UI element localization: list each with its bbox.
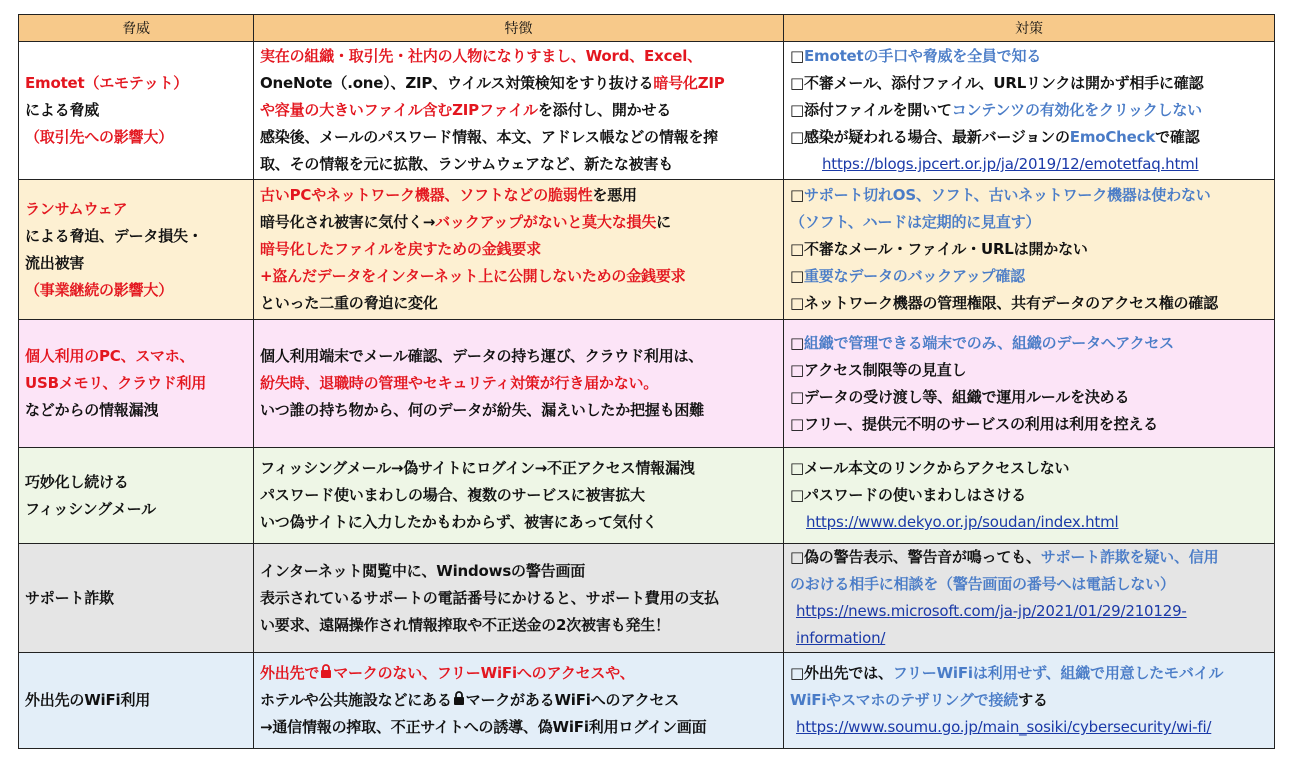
feature-line: パスワード使いまわしの場合、複数のサービスに被害拡大 <box>260 486 645 504</box>
header-measures: 対策 <box>784 15 1275 42</box>
checkbox-glyph: □ <box>790 186 804 204</box>
feature-highlight: バックアップがないと莫大な損失 <box>435 213 657 231</box>
lock-icon <box>453 687 465 714</box>
measure-item <box>790 330 1268 357</box>
threat-title: Emotet（エモテット） <box>25 74 189 92</box>
measure-highlight: サポート詐欺を疑い、信用 <box>1040 548 1219 566</box>
measure-highlight: サポート切れOS、ソフト、古いネットワーク機器は使わない <box>803 186 1211 204</box>
feature-highlight: 古いPCやネットワーク機器、ソフトなどの脆弱性 <box>260 186 593 204</box>
feature-line: 暗号化したファイルを戻すための金銭要求 <box>260 240 541 258</box>
feature-line <box>260 97 777 124</box>
header-row <box>19 15 1275 42</box>
measure-text: で確認 <box>1155 128 1200 146</box>
threat-title: 外出先のWiFi利用 <box>25 691 151 709</box>
measure-highlight: コンテンツの有効化をクリックしない <box>951 101 1202 119</box>
feature-line: 紛失時、退職時の管理やセキュリティ対策が行き届かない。 <box>260 374 659 392</box>
feature-line: →通信情報の搾取、不正サイトへの誘導、偽WiFi利用ログイン画面 <box>260 718 707 736</box>
measure-highlight: のおける相手に相談を <box>790 575 939 593</box>
measure-highlight: WiFiやスマホのテザリングで接続 <box>790 691 1019 709</box>
measure-item <box>790 544 1268 571</box>
measure-item <box>790 571 1268 598</box>
feature-line: といった二重の脅迫に変化 <box>260 294 438 312</box>
feature-line <box>260 687 777 714</box>
features-cell <box>254 544 784 653</box>
feature-text: 暗号化され被害に気付く→ <box>260 213 436 231</box>
threat-title: サポート詐欺 <box>25 588 114 607</box>
feature-line: 取、その情報を元に拡散、ランサムウェアなど、新たな被害も <box>260 155 674 173</box>
threat-text: 流出被害 <box>25 253 85 272</box>
measure-text: □偽の警告表示、警告音が鳴っても、 <box>790 548 1041 566</box>
measure-item: □不審なメール・ファイル・URLは開かない <box>790 240 1088 258</box>
soumu-link[interactable]: https://www.soumu.go.jp/main_sosiki/cybersecurity/wi-fi/ <box>796 718 1212 736</box>
checkbox-glyph: □ <box>790 47 804 65</box>
features-cell <box>254 448 784 544</box>
row-emotet <box>19 42 1275 180</box>
threat-title: 巧妙化し続ける <box>25 472 129 491</box>
measure-item <box>790 97 1268 124</box>
measure-item: □パスワードの使いまわしはさける <box>790 486 1026 504</box>
row-wifi <box>19 653 1275 749</box>
feature-line: いつ偽サイトに入力したかもわからず、被害にあって気付く <box>260 513 658 531</box>
feature-line: いつ誰の持ち物から、何のデータが紛失、漏えいしたか把握も困難 <box>260 401 705 419</box>
measure-highlight: 組織で管理できる端末でのみ、組織のデータへアクセス <box>803 333 1174 352</box>
measure-text: する <box>1018 691 1048 709</box>
row-personal-devices <box>19 320 1275 448</box>
feature-line: い要求、遠隔操作され情報搾取や不正送金の2次被害も発生！ <box>260 615 670 634</box>
threat-impact: （取引先への影響大） <box>25 128 174 146</box>
measure-item <box>790 263 1268 290</box>
feature-line: フィッシングメール→偽サイトにログイン→不正アクセス情報漏洩 <box>260 459 695 477</box>
feature-highlight: 暗号化ZIP <box>653 74 725 92</box>
security-threats-table <box>18 14 1275 749</box>
feature-line: インターネット閲覧中に、Windowsの警告画面 <box>260 561 586 580</box>
header-features: 特徴 <box>254 15 784 42</box>
measures-cell <box>784 42 1275 180</box>
feature-text: ホテルや公共施設などにある <box>260 691 452 709</box>
measure-highlight: Emotetの手口や脅威を全員で知る <box>803 47 1042 65</box>
features-cell <box>254 42 784 180</box>
threat-cell <box>19 448 254 544</box>
row-ransomware <box>19 180 1275 320</box>
link-line[interactable]: information/ <box>796 629 886 647</box>
feature-line <box>260 182 777 209</box>
measure-item <box>790 43 1268 70</box>
feature-line <box>260 70 777 97</box>
threat-title: フィッシングメール <box>25 499 156 518</box>
feature-text: マークがあるWiFiへのアクセス <box>465 691 680 709</box>
threat-cell <box>19 42 254 180</box>
measure-item: □データの受け渡し等、組織で運用ルールを決める <box>790 387 1130 406</box>
feature-text: に <box>656 213 671 231</box>
measure-item: □フリー、提供元不明のサービスの利用は利用を控える <box>790 414 1158 433</box>
measure-item <box>790 660 1268 687</box>
feature-highlight: マークのない、フリーWiFiへのアクセスや、 <box>333 664 635 682</box>
features-cell <box>254 320 784 448</box>
checkbox-glyph: □ <box>790 333 804 352</box>
measure-highlight: 重要なデータのバックアップ確認 <box>803 267 1025 285</box>
measure-item <box>790 124 1268 151</box>
threat-title: 個人利用のPC、スマホ、 <box>25 347 195 365</box>
feature-text: OneNote（.one）、ZIP、ウイルス対策検知をすり抜ける <box>260 74 654 92</box>
row-phishing <box>19 448 1275 544</box>
measure-item: （ソフト、ハードは定期的に見直す） <box>790 213 1041 231</box>
measure-item: □メール本文のリンクからアクセスしない <box>790 459 1070 477</box>
threat-cell <box>19 180 254 320</box>
measures-cell <box>784 448 1275 544</box>
features-cell <box>254 653 784 749</box>
measure-highlight: （警告画面の番号へは電話しない） <box>938 575 1175 593</box>
feature-line: +盗んだデータをインターネット上に公開しないための金銭要求 <box>260 267 686 285</box>
threat-cell <box>19 653 254 749</box>
measure-item <box>790 687 1268 714</box>
jpcert-link[interactable]: https://blogs.jpcert.or.jp/ja/2019/12/emotetfaq.html <box>822 155 1199 173</box>
measure-highlight: フリーWiFiは利用せず、組織で用意したモバイル <box>892 664 1224 682</box>
measures-cell <box>784 544 1275 653</box>
feature-line <box>260 209 777 236</box>
feature-line: 個人利用端末でメール確認、データの持ち運び、クラウド利用は、 <box>260 347 704 365</box>
row-support-scam <box>19 544 1275 653</box>
threat-impact: （事業継続の影響大） <box>25 280 174 299</box>
measure-item: □ネットワーク機器の管理権限、共有データのアクセス権の確認 <box>790 294 1218 312</box>
feature-line: 感染後、メールのパスワード情報、本文、アドレス帳などの情報を搾 <box>260 128 719 146</box>
measure-text: □外出先では、 <box>790 664 893 682</box>
threat-title: USBメモリ、クラウド利用 <box>25 374 207 392</box>
microsoft-link[interactable] <box>790 598 1268 652</box>
checkbox-glyph: □ <box>790 267 804 285</box>
feature-highlight: や容量の大きいファイル含むZIPファイル <box>260 101 538 119</box>
measure-text: □添付ファイルを開いて <box>790 101 952 119</box>
measure-text: □感染が疑われる場合、最新バージョンの <box>790 128 1070 146</box>
feature-line: 実在の組織・取引先・社内の人物になりすまし、Word、Excel、 <box>260 47 702 65</box>
feature-line <box>260 660 777 687</box>
measures-cell <box>784 653 1275 749</box>
feature-text: を悪用 <box>592 186 637 204</box>
lock-icon <box>320 660 332 687</box>
link-line[interactable]: https://news.microsoft.com/ja-jp/2021/01/29/210129- <box>796 602 1187 620</box>
threat-text: による脅威 <box>25 101 100 119</box>
measure-item: □アクセス制限等の見直し <box>790 360 967 379</box>
threat-text: などからの情報漏洩 <box>25 401 159 419</box>
measures-cell <box>784 320 1275 448</box>
measures-cell <box>784 180 1275 320</box>
feature-line: 表示されているサポートの電話番号にかけると、サポート費用の支払 <box>260 588 719 607</box>
measure-item: □不審メール、添付ファイル、URLリンクは開かず相手に確認 <box>790 74 1204 92</box>
header-threat: 脅威 <box>19 15 254 42</box>
measure-highlight: EmoCheck <box>1069 128 1156 146</box>
threat-title: ランサムウェア <box>25 199 128 218</box>
feature-text: を添付し、開かせる <box>537 101 672 119</box>
feature-highlight: 外出先で <box>260 664 320 682</box>
features-cell <box>254 180 784 320</box>
measure-item <box>790 182 1268 209</box>
threat-cell <box>19 544 254 653</box>
threat-cell <box>19 320 254 448</box>
dekyo-link[interactable]: https://www.dekyo.or.jp/soudan/index.html <box>806 513 1119 531</box>
threat-text: による脅迫、データ損失・ <box>25 226 203 245</box>
